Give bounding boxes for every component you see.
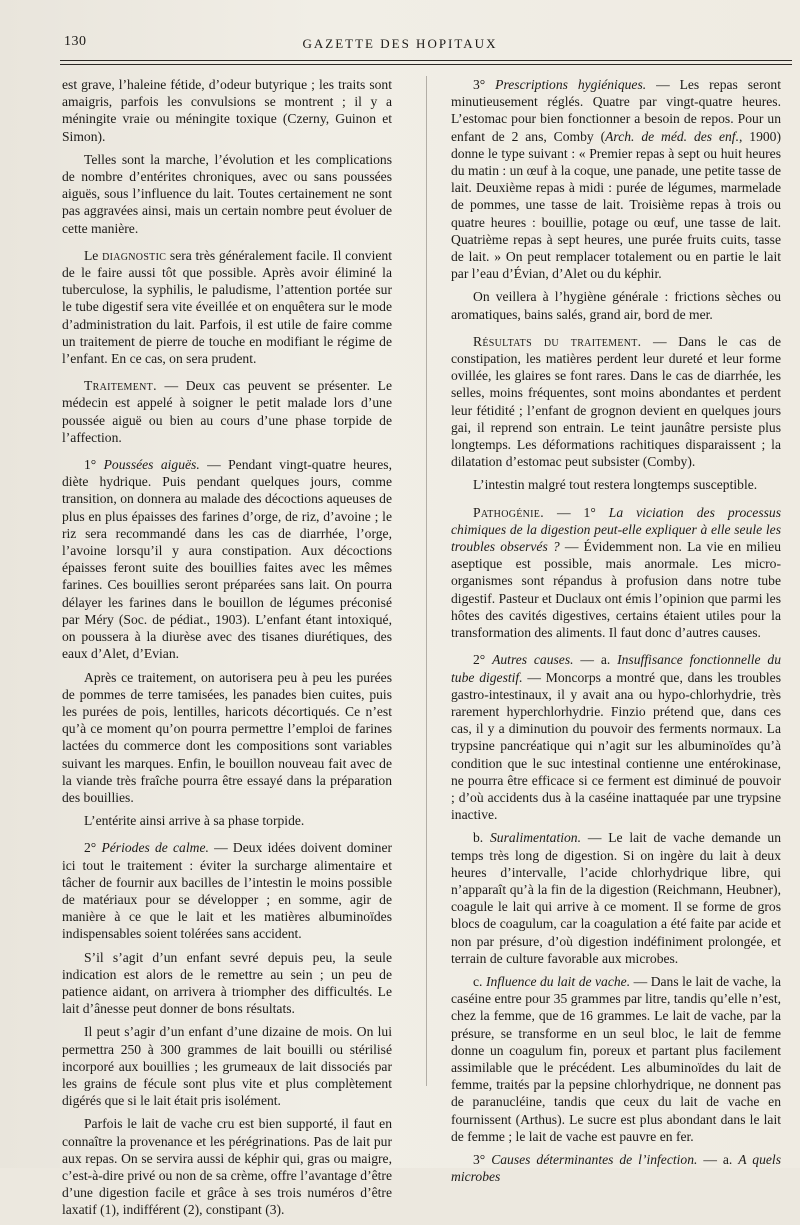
paragraph: On veillera à l’hygiène générale : frictions sèches ou aromatiques, bains salés, grand air, bord de mer. [451, 289, 781, 322]
header-rule-double [60, 64, 792, 65]
paragraph [62, 456, 392, 662]
paragraph: L’intestin malgré tout restera longtemps susceptible. [473, 477, 758, 493]
text: — Deux cas peuvent se présenter. Le médecin est appelé à soigner le petit malade lors d’une poussée aiguë ou bien au cours d’une phase torpide de l’affection. [62, 378, 392, 445]
subheading: Périodes de calme. [101, 840, 209, 856]
subheading: Insuffisance fonctionnelle du tube digestif. [451, 652, 782, 685]
subheading: Causes déterminantes de l’infection. [491, 1151, 698, 1167]
item-number: 3° [473, 77, 486, 92]
section-heading: Pathogénie. [473, 504, 544, 520]
citation: Arch. de méd. des enf. [605, 128, 739, 144]
paragraph-results [451, 333, 781, 471]
subheading: A quels microbes [451, 1151, 781, 1185]
text: sera très généralement facile. Il convient de le faire aussi tôt que possible. Après avoir éliminé la tuberculose, la syphilis, le paludisme, l’attention portée sur le tube digestif sera vite éveillée et on enquêtera sur le mode d’administration du lait. Parfois, il est utile de faire comme un traitement de pierre de touche en modifiant le régime de l’enfant. En ce cas, on sera prudent. [62, 247, 392, 367]
paragraph: Il peut s’agir d’un enfant d’une dizaine de mois. On lui permettra 250 à 300 grammes de lait bouilli ou stérilisé incorporé aux bouillies ; les grumeaux de lait dissociés par les grains de fécule sont plus vite et plus complètement digérés que si le lait était pris isolément. [62, 1024, 392, 1109]
item-letter: b. [473, 830, 484, 846]
text: — a. [703, 1151, 733, 1167]
text: — Les repas seront minutieusement réglés. Quatre par vingt-quatre heures. L’estomac pour bien fonctionner a besoin de repos. Pour un enfant de 2 ans, Comby ( [451, 77, 781, 144]
item-number: 3° [473, 1151, 486, 1167]
paragraph [451, 76, 781, 282]
paragraph-diagnostic [62, 247, 392, 367]
item-letter: c. [473, 973, 483, 989]
paragraph-pathogeny [451, 504, 781, 642]
subheading: La viciation des processus chimiques de la digestion peut-elle expliquer à elle seule les troubles observés ? [451, 504, 781, 555]
text: — Dans le cas de constipation, les matières perdent leur dureté et leur forme ovillée, les glaires se font rares. Dans le cas de diarrhée, les selles, moins fréquentes, sont moins abondantes et perdent leur fétidité ; l’enfant de grognon devient en quelques jours gai, il reprend son entrain. Le teint jaunâtre persiste plus longtemps. Les déformations rachitiques disparaissent ; la dilatation d’estomac peut subsister (Comby). [451, 333, 781, 470]
subheading: Influence du lait de vache. [485, 973, 631, 989]
text: — Deux idées doivent dominer ici tout le traitement : éviter la surcharge alimentaire et tâcher de fournir aux bacilles de l’intestin le moins possible de matériaux pour se développer ; en somme, agir de manière à ce que le lait et les matières albuminoïdes indispensables soient tolérées sans accident. [62, 840, 392, 942]
text: — Évidemment non. La vie en milieu aseptique est possible, mais anormale. Les micro-organismes sont répandus à profusion dans notre tube digestif. Pasteur et Duclaux ont émis l’opinion que parmi les hôtes des cavités digestives, certains étaient utiles pour la transformation des aliments. Il faut donc d’autres causes. [451, 539, 781, 641]
paragraph [451, 829, 781, 967]
text: — Pendant vingt-quatre heures, diète hydrique. Puis pendant quelques jours, comme transition, on donnera au malade des décoctions aqueuses de plus en plus épaisses des farines d’orge, de riz, d’avoine ; le riz sera recommandé dans les cas de diarrhée, l’orge, l’avoine lorsqu’il y aura constipation. Aux décoctions épaisses feront suite des bouillies faites avec les mêmes farines. Ces bouillies seront préparées sans lait. On pourra délayer les farines dans le bouillon de légumes préconisé par Méry (Soc. de pédiat., 1903). L’enfant étant intoxiqué, on poussera à la diurèse avec des tisanes diurétiques, des eaux d’Alet, d’Evian. [62, 457, 392, 662]
header-rule [60, 60, 792, 61]
subheading: Poussées aiguës. [103, 457, 200, 473]
text: , 1900) donne le type suivant : « Premier repas à sept ou huit heures du matin : un œuf à la coque, une panade, une petite tasse de lait. Deuxième repas à midi : purée de légumes, marmelade de pommes, une tasse de lait. Troisième repas à trois ou quatre heures : bouillie, potage ou œuf, une tasse de lait. Quatrième repas à sept heures, une purée fruits cuits, tasse de lait. » On peut remplacer totalement ou en partie le lait par l’eau d’Évian, d’Alet ou du képhir. [451, 128, 781, 282]
paragraph [451, 973, 781, 1145]
paragraph [451, 651, 781, 823]
subheading: Suralimentation. [490, 830, 582, 846]
paragraph [62, 839, 392, 942]
text: — Le lait de vache demande un temps très long de digestion. Si on ingère du lait à deux heures d’intervalle, l’acide chlorhydrique libre, qui n’apparaît qu’à la fin de la digestion (Reichmann, Heubner), coagule le lait qui arrive à ce moment. Il se forme de gros blocs de coagulum, car la coagulation a été faite par acide et non par présure, d’où digestion indéfiniment prolongée, et terrain de culture favorable aux microbes. [451, 830, 782, 966]
text: Le [84, 247, 99, 263]
right-column [451, 76, 781, 1191]
paragraph: Après ce traitement, on autorisera peu à peu les purées de pommes de terre tamisées, les panades bien cuites, puis les purées de pois, lentilles, haricots décortiqués. Ce n’est qu’à ce moment qu’on pourra permettre l’emploi de farines lactées du commerce dont les compositions sont variables suivant les marques. Enfin, le bouillon nouveau fait avec de la viande très fraîche pourra être essayé dans la préparation des bouillies. [62, 669, 392, 805]
text: — a. [580, 652, 611, 668]
paragraph-treatment [62, 377, 392, 446]
paragraph: L’entérite ainsi arrive à sa phase torpide. [84, 813, 305, 829]
section-heading: Résultats du traitement. [473, 333, 642, 349]
text: — Dans le lait de vache, la caséine entre pour 35 grammes par litre, tandis qu’elle n’est, chez la femme, que de 16 grammes. Le lait de vache, par la présure, se transforme en un seul bloc, le lait de femme donne un coagulum fin, poreux et partant plus facilement assimilable que le précédent. Les albuminoïdes du lait de femme, traités par la pepsine chlorhydrique, ne donnent pas de paranucléine, tandis que ceux du lait de vache en fournissent (Arthus). Le sucre est plus abondant dans le lait de femme ; le lait de vache est pauvre en fer. [451, 973, 782, 1144]
page-number: 130 [64, 34, 87, 49]
subheading: Autres causes. [492, 652, 574, 668]
text: — 1° [556, 504, 596, 520]
journal-title: GAZETTE DES HOPITAUX [302, 36, 498, 51]
section-heading: Traitement. [84, 378, 157, 394]
paragraph: est grave, l’haleine fétide, d’odeur butyrique ; les traits sont amaigris, parfois les convulsions se montrent ; il y a méningite vraie ou méningite toxique (Czerny, Guinon et Simon). [62, 77, 392, 144]
item-number: 2° [473, 652, 486, 668]
column-divider [426, 76, 427, 1086]
subheading: Prescriptions hygiéniques. [495, 77, 647, 92]
paragraph: Telles sont la marche, l’évolution et les complications de nombre d’entérites chroniques, avec ou sans poussées aiguës, sous l’influence du lait. Toutes certainement ne sont pas aggravées ainsi, mais un certain nombre peut évoluer de cette manière. [62, 151, 392, 236]
item-number: 1° [84, 457, 97, 473]
left-column [62, 76, 392, 1225]
text: — Moncorps a montré que, dans les troubles gastro-intestinaux, il y avait ana ou hypo-chlorhydrie, très rarement hyperchlorhydrie. Finzio prétend que, dans ces cas, il y a diminution du pouvoir des ferments normaux. La trypsine pancréatique qui n’agit sur les albuminoïdes qu’à condition que le suc intestinal contienne une entérokinase, ne pourra être efficace si ce ferment est diminué de pouvoir ; d’où accidents dus à la caséine inattaquée par une trypsine inactive. [451, 669, 782, 823]
paragraph [451, 1151, 781, 1185]
item-number: 2° [84, 840, 97, 856]
paragraph: S’il s’agit d’un enfant sevré depuis peu, la seule indication est alors de le remettre au sein ; un peu de patience aidant, on arrivera à triompher des difficultés. Le lait d’ânesse peut donner de bons résultats. [62, 949, 392, 1017]
section-heading: diagnostic [102, 247, 167, 263]
paragraph: Parfois le lait de vache cru est bien supporté, il faut en connaître la provenance et les pérégrinations. Pas de lait pur aux repas. On se servira aussi de képhir qui, gras ou maigre, c’est-à-dire privé ou non de sa crème, offre l’avantage d’être d’une digestion facile et grâce à ses trois numéros d’être laxatif (1), indifférent (2), constipant (3). [62, 1116, 392, 1218]
